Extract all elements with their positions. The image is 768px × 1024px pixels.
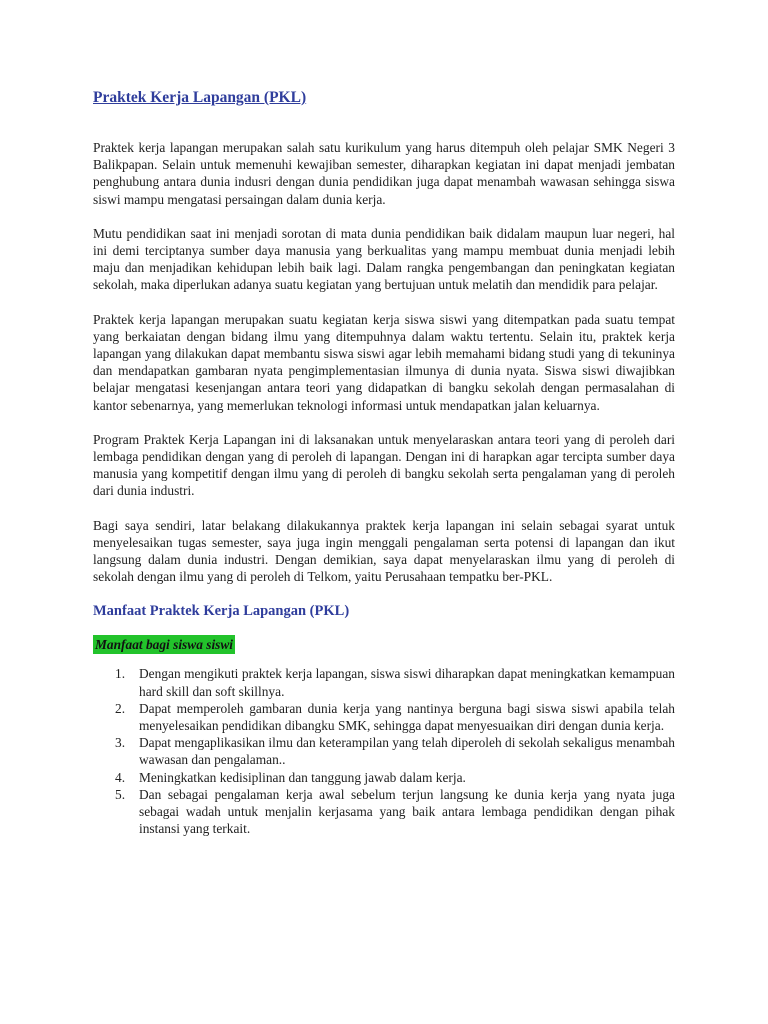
list-item-number: 1. <box>115 666 126 682</box>
list-item-number: 5. <box>115 786 126 802</box>
paragraph-pkl-definition: Praktek kerja lapangan merupakan suatu kegiatan kerja siswa siswi yang ditempatkan pada suatu tempat yang berkaiatan dengan bidang ilmu yang ditempuhnya dalam waktu tertentu. Selain itu, praktek kerja lapangan yang dilakukan dapat membantu siswa siswi agar lebih memahami bidang studi yang di tekuninya dan mendapatkan gambaran nyata pengimplementasian ilmunya di dunia nyata. Siswa siswi diwajibkan belajar mengatasi kesenjangan antara teori yang didapatkan di bangku sekolah dengan permasalahan di kantor sebenarnya, yang memerlukan teknologi informasi untuk mendapatkan jalan keluarnya. <box>93 311 675 413</box>
document-title: Praktek Kerja Lapangan (PKL) <box>93 89 307 106</box>
paragraph-program: Program Praktek Kerja Lapangan ini di laksanakan untuk menyelaraskan antara teori yang di peroleh dari lembaga pendidikan dengan yang di peroleh di lapangan. Dengan ini di harapkan agar tercipta sumber daya manusia yang kompetitif dengan ilmu yang di peroleh di bangku sekolah serta pengalaman yang di peroleh dari dunia industri. <box>93 431 675 499</box>
paragraph-intro: Praktek kerja lapangan merupakan salah satu kurikulum yang harus ditempuh oleh pelajar SMK Negeri 3 Balikpapan. Selain untuk memenuhi kewajiban semester, diharapkan kegiatan ini dapat menjadi jembatan penghubung antara dunia indusri dengan dunia pendidikan juga dapat menambah wawasan sehingga siswa siswi mampu mengatasi persaingan dalam dunia kerja. <box>93 140 675 207</box>
benefit-list <box>93 665 675 837</box>
list-item-number: 2. <box>115 700 126 716</box>
list-item-text: Dengan mengikuti praktek kerja lapangan, siswa siswi diharapkan dapat meningkatkan kemampuan hard skill dan soft skillnya. <box>139 666 675 699</box>
list-item-text: Dapat memperoleh gambaran dunia kerja yang nantinya berguna bagi siswa siswi apabila telah menyelesaikan pendidikan dibangku SMK, sehingga dapat menyesuaikan diri dengan dunia kerja. <box>139 700 675 734</box>
list-item-number: 3. <box>115 735 126 751</box>
list-item <box>93 665 675 699</box>
list-item <box>93 734 675 768</box>
paragraph-education-quality: Mutu pendidikan saat ini menjadi sorotan di mata dunia pendidikan baik didalam maupun luar negeri, hal ini demi terciptanya sumber daya manusia yang berkualitas yang mampu membuat dunia menjadi lebih maju dan menjadikan kehidupan lebih baik lagi. Dalam rangka pengembangan dan peningkatan kegiatan sekolah, maka diperlukan adanya suatu kegiatan yang bertujuan untuk melatih dan mendidik para pelajar. <box>93 225 675 293</box>
subheading-students: Manfaat bagi siswa siswi <box>95 637 234 653</box>
paragraph-personal-background: Bagi saya sendiri, latar belakang dilakukannya praktek kerja lapangan ini selain sebagai syarat untuk menyelesaikan tugas semester, saya juga ingin menggali pengalaman serta potensi di lapangan dan ikut langsung dalam dunia industri. Dengan demikian, saya dapat menyelaraskan ilmu yang di peroleh di sekolah dengan ilmu yang di peroleh di Telkom, yaitu Perusahaan tempatku ber-PKL. <box>93 517 675 585</box>
list-item <box>93 786 675 838</box>
list-item-number: 4. <box>115 769 126 785</box>
list-item <box>93 700 675 734</box>
list-item <box>93 769 675 786</box>
section-heading-benefits: Manfaat Praktek Kerja Lapangan (PKL) <box>93 603 350 620</box>
list-item-text: Dan sebagai pengalaman kerja awal sebelum terjun langsung ke dunia kerja yang nyata juga sebagai wadah untuk menjalin kerjasama yang baik antara lembaga pendidikan dengan pihak instansi yang terkait. <box>139 786 675 837</box>
list-item-text: Meningkatkan kedisiplinan dan tanggung jawab dalam kerja. <box>139 769 466 785</box>
document-page <box>93 88 675 838</box>
list-item-text: Dapat mengaplikasikan ilmu dan keterampilan yang telah diperoleh di sekolah sekaligus menambah wawasan dan pengalaman.. <box>139 735 675 768</box>
